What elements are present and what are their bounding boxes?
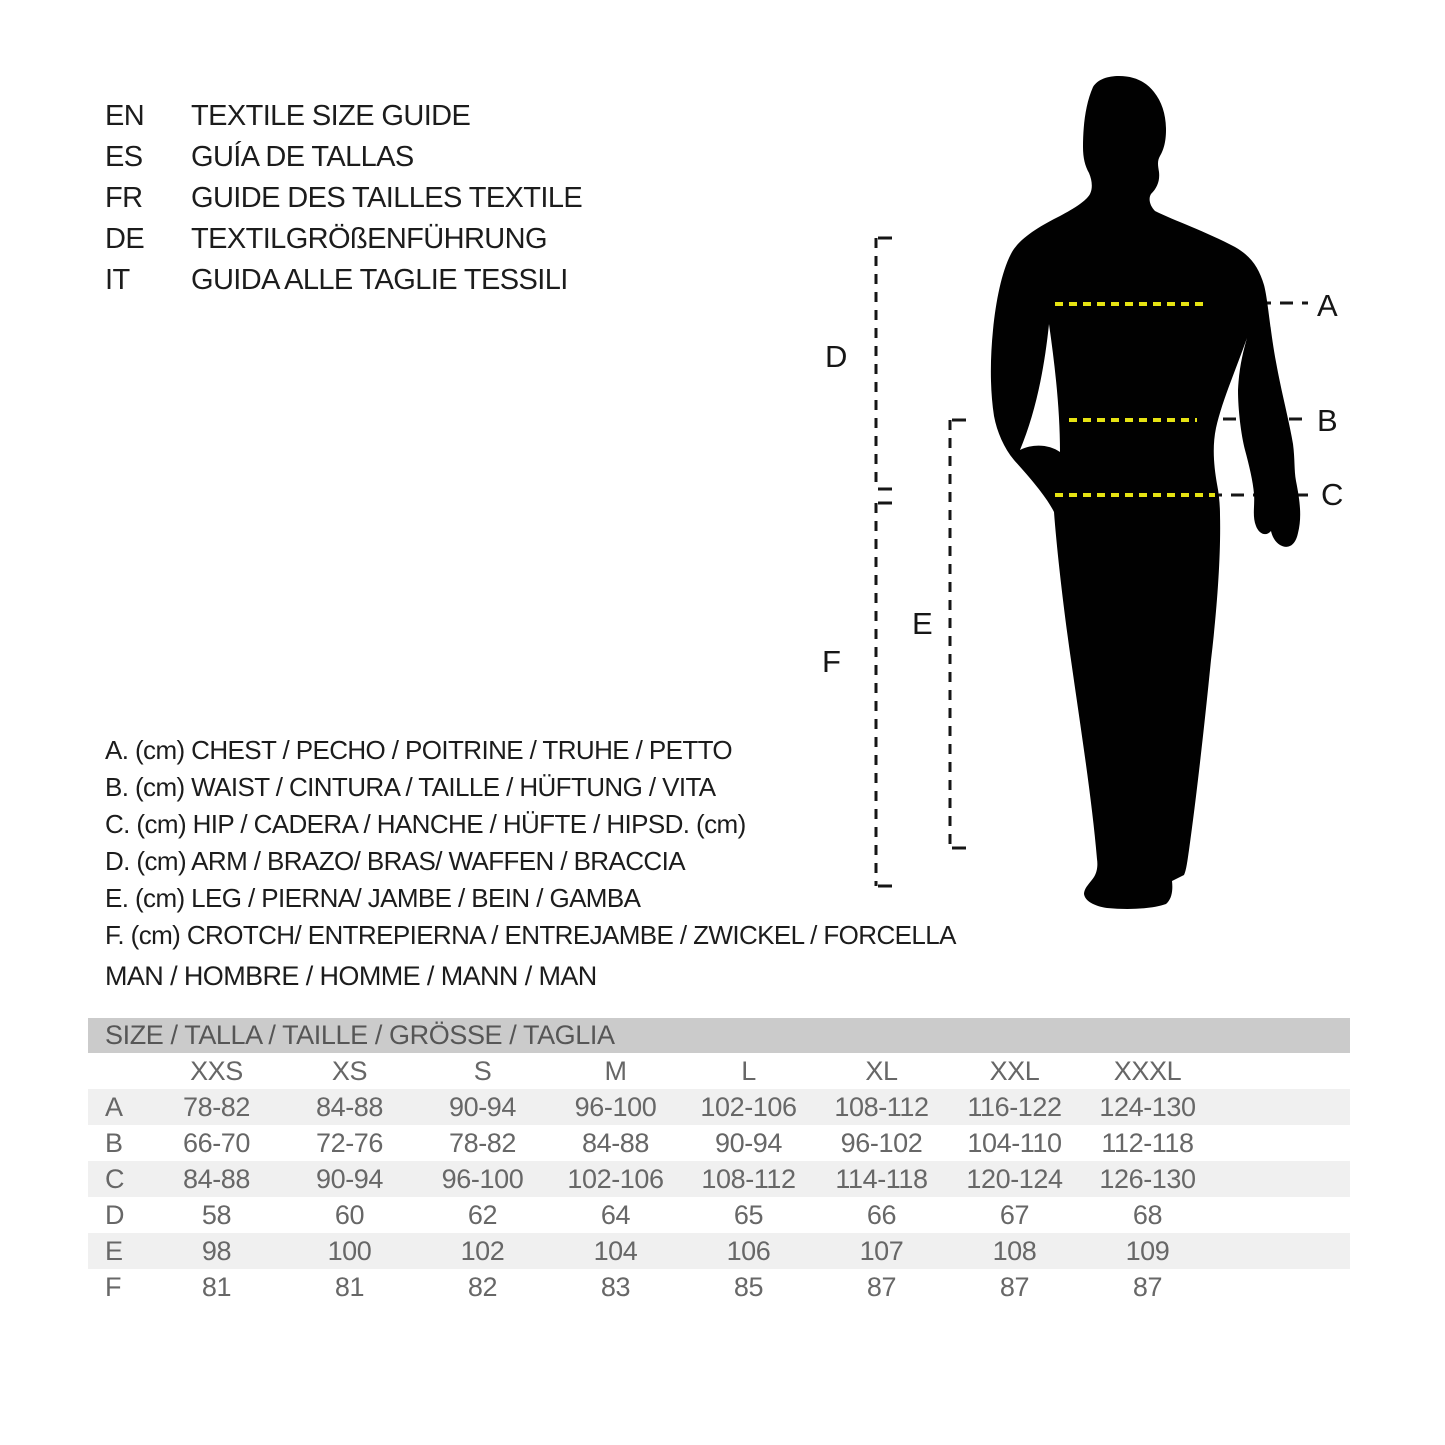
language-title: TEXTILE SIZE GUIDE (191, 100, 471, 132)
cell-value: 67 (999, 1199, 1030, 1230)
row-label: F (105, 1271, 122, 1302)
size-table (88, 1018, 1350, 1305)
table-row-chest (88, 1089, 1350, 1125)
cell-value: 81 (334, 1271, 365, 1302)
category-label: MAN / HOMBRE / HOMME / MANN / MAN (105, 961, 597, 991)
cell-value: 68 (1132, 1199, 1163, 1230)
cell-value: 108 (992, 1235, 1037, 1266)
cell-value: 108-112 (834, 1091, 929, 1122)
cell-value: 78-82 (182, 1091, 251, 1122)
table-row-crotch (88, 1269, 1350, 1305)
row-label: D (105, 1199, 125, 1230)
language-row (105, 137, 582, 178)
language-code: ES (105, 141, 143, 173)
cell-value: 58 (201, 1199, 232, 1230)
language-title: GUIDA ALLE TAGLIE TESSILI (191, 264, 568, 296)
dim-label-leg: E (912, 606, 933, 641)
cell-value: 62 (467, 1199, 498, 1230)
cell-value: 60 (334, 1199, 365, 1230)
size-columns-row (88, 1053, 1350, 1089)
cell-value: 124-130 (1099, 1091, 1196, 1122)
size-col: M (604, 1055, 627, 1086)
legend-line-chest: A. (cm) CHEST / PECHO / POITRINE / TRUHE / PETTO (105, 735, 733, 765)
language-row (105, 178, 582, 219)
cell-value: 102-106 (567, 1163, 664, 1194)
measurement-legend (105, 732, 956, 954)
size-table-header: SIZE / TALLA / TAILLE / GRÖSSE / TAGLIA (88, 1018, 1350, 1053)
cell-value: 102-106 (700, 1091, 797, 1122)
dim-label-chest: A (1317, 288, 1338, 323)
table-row-leg (88, 1233, 1350, 1269)
cell-value: 84-88 (182, 1163, 251, 1194)
row-label: B (105, 1127, 123, 1158)
cell-value: 90-94 (315, 1163, 384, 1194)
cell-value: 66-70 (182, 1127, 251, 1158)
language-title: TEXTILGRÖßENFÜHRUNG (191, 223, 547, 255)
size-col: XXS (190, 1055, 243, 1086)
cell-value: 82 (467, 1271, 498, 1302)
language-code: FR (105, 182, 143, 214)
language-row (105, 96, 582, 137)
language-code: EN (105, 100, 145, 132)
table-row-waist (88, 1125, 1350, 1161)
man-silhouette (991, 76, 1300, 909)
cell-value: 87 (999, 1271, 1030, 1302)
cell-value: 114-118 (835, 1163, 928, 1194)
cell-value: 107 (859, 1235, 904, 1266)
size-col: XS (331, 1055, 368, 1086)
language-code: IT (105, 264, 130, 296)
cell-value: 64 (600, 1199, 631, 1230)
size-col: XXXL (1113, 1055, 1182, 1086)
cell-value: 126-130 (1099, 1163, 1196, 1194)
size-col: XXL (989, 1055, 1040, 1086)
row-label: C (105, 1163, 125, 1194)
language-code: DE (105, 223, 145, 255)
cell-value: 65 (733, 1199, 764, 1230)
cell-value: 72-76 (315, 1127, 384, 1158)
row-label: A (105, 1091, 123, 1122)
legend-line-waist: B. (cm) WAIST / CINTURA / TAILLE / HÜFTUNG / VITA (105, 772, 716, 802)
dim-label-waist: B (1317, 403, 1338, 438)
cell-value: 83 (600, 1271, 631, 1302)
cell-value: 98 (201, 1235, 232, 1266)
size-col: L (741, 1055, 756, 1086)
cell-value: 96-102 (840, 1127, 923, 1158)
cell-value: 96-100 (574, 1091, 657, 1122)
language-row (105, 260, 582, 301)
dim-label-arm: D (825, 339, 847, 374)
cell-value: 102 (460, 1235, 505, 1266)
cell-value: 87 (1132, 1271, 1163, 1302)
cell-value: 109 (1125, 1235, 1170, 1266)
cell-value: 81 (201, 1271, 232, 1302)
cell-value: 84-88 (581, 1127, 650, 1158)
language-title: GUÍA DE TALLAS (191, 141, 414, 173)
table-row-arm (88, 1197, 1350, 1233)
legend-line-crotch: F. (cm) CROTCH/ ENTREPIERNA / ENTREJAMBE / ZWICKEL / FORCELLA (105, 920, 956, 950)
cell-value: 90-94 (714, 1127, 783, 1158)
cell-value: 78-82 (448, 1127, 517, 1158)
language-row (105, 219, 582, 260)
cell-value: 106 (726, 1235, 771, 1266)
cell-value: 120-124 (966, 1163, 1063, 1194)
language-title: GUIDE DES TAILLES TEXTILE (191, 182, 583, 214)
size-col: S (473, 1055, 492, 1086)
table-row-hip (88, 1161, 1350, 1197)
cell-value: 112-118 (1101, 1127, 1194, 1158)
legend-line-hip: C. (cm) HIP / CADERA / HANCHE / HÜFTE / HIPSD. (cm) (105, 809, 746, 839)
legend-line-arm: D. (cm) ARM / BRAZO/ BRAS/ WAFFEN / BRACCIA (105, 846, 685, 876)
dim-label-hip: C (1321, 477, 1343, 512)
language-list (105, 96, 582, 301)
cell-value: 90-94 (448, 1091, 517, 1122)
arm-torso-gap (1020, 324, 1060, 452)
legend-line-leg: E. (cm) LEG / PIERNA/ JAMBE / BEIN / GAMBA (105, 883, 641, 913)
cell-value: 100 (327, 1235, 372, 1266)
dim-label-crotch: F (822, 644, 841, 679)
cell-value: 116-122 (967, 1091, 1062, 1122)
cell-value: 104 (593, 1235, 638, 1266)
size-col: XL (865, 1055, 898, 1086)
cell-value: 108-112 (701, 1163, 796, 1194)
cell-value: 85 (733, 1271, 764, 1302)
cell-value: 66 (866, 1199, 897, 1230)
cell-value: 84-88 (315, 1091, 384, 1122)
cell-value: 104-110 (967, 1127, 1062, 1158)
cell-value: 87 (866, 1271, 897, 1302)
row-label: E (105, 1235, 123, 1266)
cell-value: 96-100 (441, 1163, 524, 1194)
